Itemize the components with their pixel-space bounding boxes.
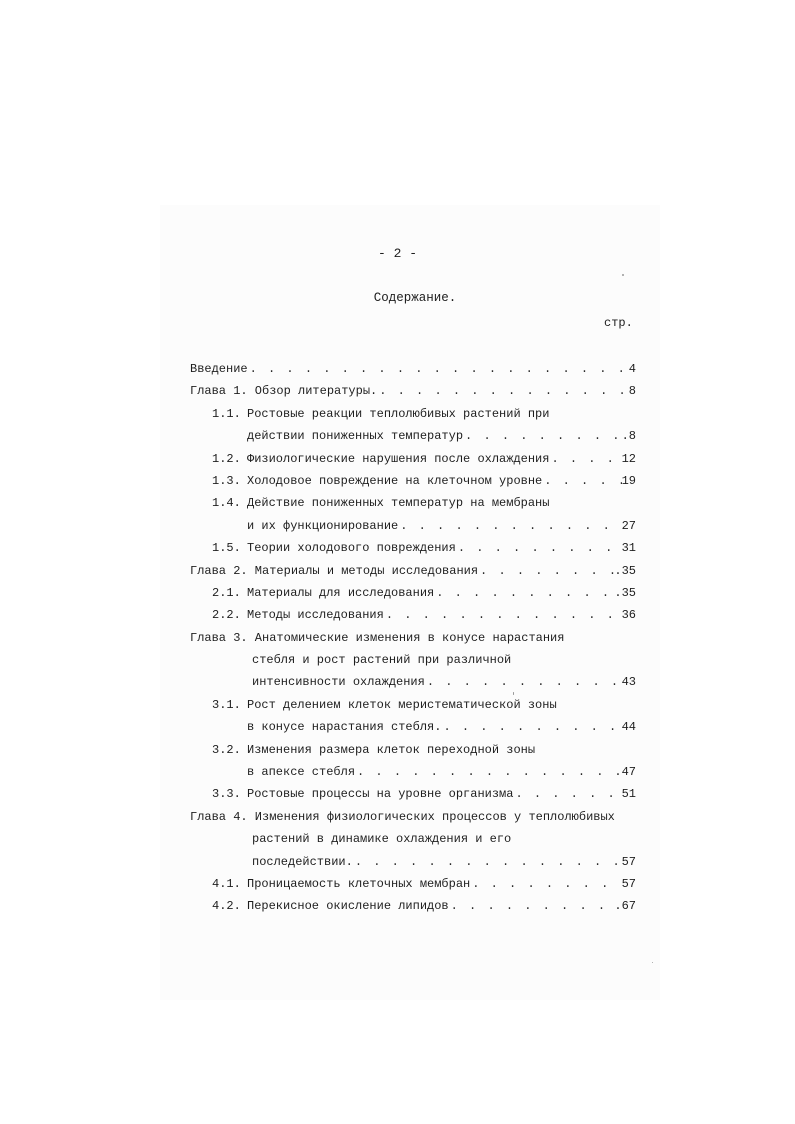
dot-leader bbox=[542, 470, 621, 492]
page-column-label: стр. bbox=[604, 316, 633, 330]
toc-entry-text: Изменения размера клеток переходной зоны bbox=[247, 742, 536, 757]
dot-leader bbox=[441, 716, 621, 738]
toc-entry-page: 27 bbox=[621, 518, 636, 533]
toc-entry-page: 43 bbox=[621, 675, 636, 690]
toc-entry-number: 3.1. bbox=[212, 697, 241, 712]
toc-entry-number: 1.5. bbox=[212, 541, 241, 556]
toc-entry-number: 1.1. bbox=[212, 406, 241, 421]
toc-entry-text: Ростовые процессы на уровне организма bbox=[247, 787, 514, 802]
toc-entry bbox=[190, 560, 636, 582]
toc-entry-text: Глава 2. Материалы и методы исследования bbox=[190, 563, 479, 578]
dot-leader bbox=[248, 358, 629, 380]
toc-entry-number: 4.2. bbox=[212, 899, 241, 914]
toc-entry-text: Действие пониженных температур на мембраны bbox=[247, 496, 550, 511]
toc-entry-text: Введение bbox=[190, 362, 248, 376]
toc-entry bbox=[190, 492, 636, 514]
toc-entry bbox=[190, 515, 636, 537]
toc-entry bbox=[190, 895, 636, 917]
toc-entry-page: 57 bbox=[621, 876, 636, 891]
dot-leader bbox=[470, 873, 621, 895]
scan-speck bbox=[622, 274, 624, 276]
toc-entry-page: 57 bbox=[621, 854, 636, 869]
toc-entry-text: Материалы для исследования bbox=[247, 585, 435, 600]
toc-entry-number: 3.2. bbox=[212, 742, 241, 757]
toc-entry-page: .35 bbox=[614, 563, 636, 578]
toc-entry-text: Физиологические нарушения после охлаждения bbox=[247, 451, 550, 466]
toc-entry-number: 2.1. bbox=[212, 585, 241, 600]
dot-leader bbox=[398, 515, 621, 537]
toc-entry-text: Проницаемость клеточных мембран bbox=[247, 876, 471, 891]
toc-entry-text: Глава 3. Анатомические изменения в конусе нарастания bbox=[190, 630, 565, 645]
toc-entry-text: Глава 4. Изменения физиологических процессов у теплолюбивых bbox=[190, 809, 615, 824]
toc-entry-number: 1.4. bbox=[212, 496, 241, 511]
toc-entry bbox=[190, 627, 636, 649]
toc-entry-page: 12 bbox=[621, 451, 636, 466]
page-number: - 2 - bbox=[377, 246, 417, 261]
toc-entry-text: Методы исследования bbox=[247, 608, 384, 623]
toc-entry-page: .35 bbox=[614, 585, 636, 600]
toc-entry-page: 4 bbox=[628, 362, 636, 376]
toc-entry bbox=[190, 604, 636, 626]
toc-entry-page: .47 bbox=[614, 765, 636, 780]
scan-speck bbox=[513, 692, 514, 695]
toc-entry-page: 31 bbox=[621, 541, 636, 556]
toc-entry-text: интенсивности охлаждения bbox=[252, 675, 425, 690]
toc-entry bbox=[190, 671, 636, 693]
toc-entry bbox=[190, 448, 636, 470]
toc-entry bbox=[190, 649, 636, 671]
toc-entry bbox=[190, 828, 636, 850]
toc-entry-text: и их функционирование bbox=[247, 518, 399, 533]
dot-leader bbox=[478, 560, 614, 582]
scan-speck bbox=[652, 962, 653, 963]
toc-entry bbox=[190, 694, 636, 716]
dot-leader bbox=[377, 380, 629, 402]
toc-entry bbox=[190, 761, 636, 783]
toc-entry-text: Перекисное окисление липидов bbox=[247, 899, 449, 914]
toc-entry-text: Теории холодового повреждения bbox=[247, 541, 456, 556]
dot-leader bbox=[434, 582, 614, 604]
contents-title: Содержание. bbox=[373, 291, 457, 305]
table-of-contents bbox=[190, 358, 636, 918]
dot-leader bbox=[549, 448, 621, 470]
toc-entry-text: Холодовое повреждение на клеточном уровне bbox=[247, 473, 543, 488]
toc-entry-number: 4.1. bbox=[212, 876, 241, 891]
toc-entry-text: в апексе стебля bbox=[247, 765, 356, 780]
toc-entry-text: Ростовые реакции теплолюбивых растений при bbox=[247, 406, 550, 421]
dot-leader bbox=[384, 604, 622, 626]
toc-entry-page: 19 bbox=[621, 473, 636, 488]
toc-entry bbox=[190, 403, 636, 425]
toc-entry bbox=[190, 537, 636, 559]
toc-entry bbox=[190, 873, 636, 895]
toc-entry bbox=[190, 358, 636, 380]
toc-entry-text: в конусе нарастания стебля. bbox=[247, 720, 442, 735]
toc-entry-text: стебля и рост растений при различной bbox=[252, 653, 512, 668]
dot-leader bbox=[456, 537, 622, 559]
dot-leader bbox=[355, 761, 614, 783]
toc-entry bbox=[190, 716, 636, 738]
toc-entry-page: 44 bbox=[621, 720, 636, 735]
toc-entry bbox=[190, 851, 636, 873]
dot-leader bbox=[449, 895, 615, 917]
toc-entry bbox=[190, 380, 636, 402]
toc-entry-number: 3.3. bbox=[212, 787, 241, 802]
toc-entry bbox=[190, 470, 636, 492]
dot-leader bbox=[463, 425, 622, 447]
toc-entry-text: последействии. bbox=[252, 854, 353, 869]
toc-entry-number: 2.2. bbox=[212, 608, 241, 623]
toc-entry-text: Глава 1. Обзор литературы. bbox=[190, 384, 378, 399]
toc-entry-number: 1.2. bbox=[212, 451, 241, 466]
toc-entry-number: 1.3. bbox=[212, 473, 241, 488]
toc-entry-text: Рост делением клеток меристематической зоны bbox=[247, 697, 557, 712]
toc-entry bbox=[190, 425, 636, 447]
toc-entry-page: 51 bbox=[621, 787, 636, 802]
dot-leader bbox=[425, 671, 622, 693]
toc-entry-text: действии пониженных температур bbox=[247, 429, 464, 444]
toc-entry bbox=[190, 739, 636, 761]
toc-entry-page: .8 bbox=[621, 429, 636, 444]
toc-entry bbox=[190, 806, 636, 828]
toc-entry bbox=[190, 582, 636, 604]
toc-entry-page: .67 bbox=[614, 899, 636, 914]
toc-entry-page: 8 bbox=[628, 384, 636, 399]
dot-leader bbox=[353, 851, 622, 873]
toc-entry-text: растений в динамике охлаждения и его bbox=[252, 832, 512, 847]
toc-entry-page: 36 bbox=[621, 608, 636, 623]
toc-entry bbox=[190, 783, 636, 805]
dot-leader bbox=[513, 783, 621, 805]
